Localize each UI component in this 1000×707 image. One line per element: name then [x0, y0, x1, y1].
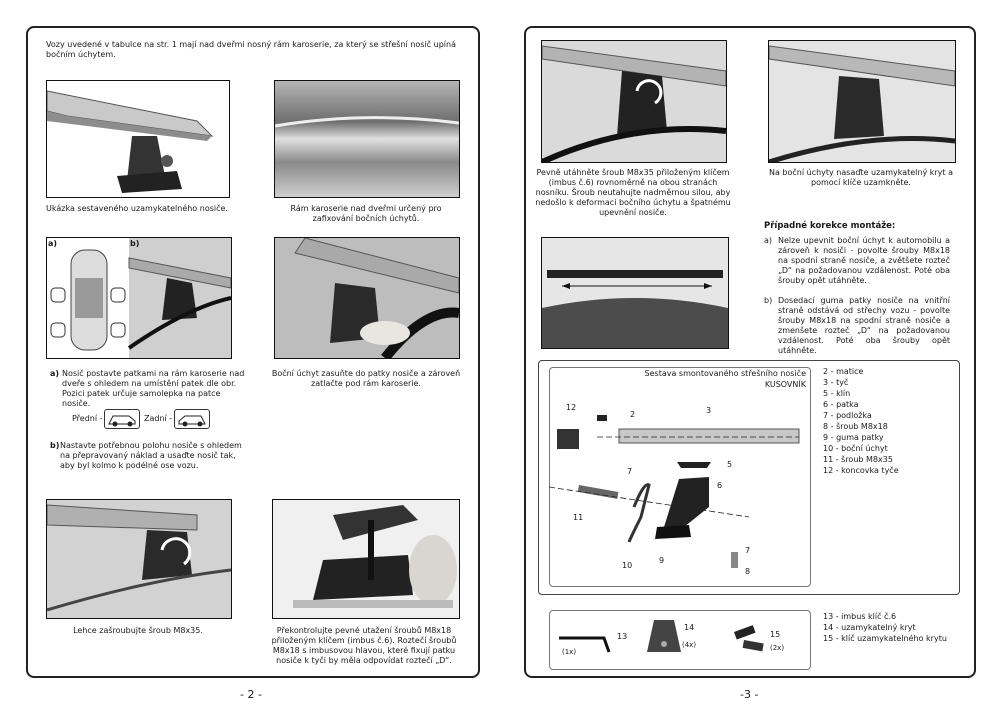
part-2: 2 - matice	[823, 367, 864, 376]
callout-11: 11	[573, 513, 584, 522]
part-11: 11 - šroub M8x35	[823, 455, 893, 464]
callout-7a: 7	[627, 467, 633, 476]
part-6: 6 - patka	[823, 400, 859, 409]
page-number-2: - 2 -	[240, 688, 262, 701]
diagram-title: Sestava smontovaného střešního nosiče	[644, 369, 806, 378]
photo-side-clamp	[274, 237, 460, 359]
tool-14: 14 - uzamykatelný kryt	[823, 623, 916, 632]
caption-lock-cover: Na boční úchyty nasaďte uzamykatelný kryt a pomocí klíče uzamkněte.	[768, 168, 953, 187]
photo-check-bolts	[272, 499, 460, 619]
part-8: 8 - šroub M8x18	[823, 422, 888, 431]
part-5: 5 - klín	[823, 389, 851, 398]
part-10: 10 - boční úchyt	[823, 444, 888, 453]
photo-screw-light	[46, 499, 232, 619]
caption-carrier-assembly: Ukázka sestaveného uzamykatelného nosiče.	[46, 204, 228, 213]
part-3: 3 - tyč	[823, 378, 849, 387]
front-car-icon	[104, 409, 140, 429]
callout-9: 9	[659, 556, 665, 565]
front-text: Přední -	[72, 414, 103, 423]
callout-3: 3	[706, 406, 712, 415]
corrections-title: Případné korekce montáže:	[764, 221, 896, 231]
caption-body-frame: Rám karoserie nad dveřmi určený pro zafixování bočních úchytů.	[290, 204, 442, 223]
callout-6: 6	[717, 481, 723, 490]
tools-illustration	[549, 610, 809, 668]
photo-tighten-m8x35	[541, 40, 727, 163]
photo-carrier-assembly	[46, 80, 230, 198]
caption-screw-light: Lehce zašroubujte šroub M8x35.	[73, 626, 203, 635]
part-12: 12 - koncovka tyče	[823, 466, 899, 475]
caption-check-bolts: Překontrolujte pevné utažení šroubů M8x18 přiloženým klíčem (imbus č.6). Roztečí šroubů M8x18 s imbusovou hlavou, které fixují patku nosiče k tyči by měla odpovídat roztečí „D“.	[271, 626, 457, 665]
tool-callout-13: 13	[617, 632, 628, 641]
corr-b-marker: b)	[764, 296, 773, 305]
step-b-text: Nastavte potřebnou polohu nosiče s ohledem na přepravovaný náklad a usaďte nosič tak, aby byl kolmo k podélné ose vozu.	[60, 441, 242, 470]
corr-a-text: Nelze upevnit boční úchyt k automobilu a zároveň k nosiči - povolte šrouby M8x18 na spodní straně nosiče, a zvětšete rozteč „D“ na požadovanou vzdálenost. Poté oba šrouby opět utáhněte.	[778, 236, 950, 285]
callout-7b: 7	[745, 546, 751, 555]
tool-13: 13 - imbus klíč č.6	[823, 612, 897, 621]
corr-b-text: Dosedací guma patky nosiče na vnitřní straně odstává od střechy vozu - povolte šrouby M8x18 na spodní straně nosiče a zmenšete rozteč „D“ na požadovanou vzdálenost. Poté oba šrouby opět utáhněte.	[778, 296, 950, 355]
rear-text: Zadní -	[144, 414, 173, 423]
tool-15: 15 - klíč uzamykatelného krytu	[823, 634, 947, 643]
tool-qty-15: (2x)	[770, 644, 785, 652]
label-b: b)	[130, 239, 140, 248]
tools-list	[823, 612, 947, 644]
part-7: 7 - podložka	[823, 411, 872, 420]
label-a: a)	[48, 239, 58, 248]
tool-callout-15: 15	[770, 630, 781, 639]
photo-body-frame	[274, 80, 460, 198]
callout-5: 5	[727, 460, 733, 469]
page-number-3: -3 -	[740, 688, 759, 701]
caption-side-clamp: Boční úchyt zasuňte do patky nosiče a zároveň zatlačte pod rám karoserie.	[271, 369, 461, 388]
caption-tighten-m8x35: Pevně utáhněte šroub M8x35 přiloženým klíčem (imbus č.6) rovnoměrně na obou stranách nosníku. Šroub neutahujte nadměrnou silou, aby nedošlo k deformaci bočního úchytu a špatnému upevnění nosiče.	[535, 168, 731, 217]
step-b-marker: b)	[50, 441, 60, 450]
callout-12: 12	[566, 403, 577, 412]
tool-callout-14: 14	[684, 623, 695, 632]
parts-list	[823, 367, 899, 476]
exploded-view	[549, 367, 809, 585]
photo-spacing-d	[541, 237, 729, 349]
front-label	[72, 414, 103, 424]
intro-text: Vozy uvedené v tabulce na str. 1 mají nad dveřmi nosný rám karoserie, za který se střešní nosič upíná bočním úchytem.	[46, 40, 456, 59]
step-a-marker: a)	[50, 369, 60, 378]
callout-2: 2	[630, 410, 636, 419]
tool-qty-13: (1x)	[562, 648, 577, 656]
rear-car-icon	[174, 409, 210, 429]
callout-8: 8	[745, 567, 751, 576]
callout-10: 10	[622, 561, 633, 570]
step-a-text: Nosič postavte patkami na rám karoserie nad dveře s ohledem na umístění patek dle obr. Pozici patek určuje samolepka na patce nosiče.	[62, 369, 245, 408]
tool-qty-14: (4x)	[682, 641, 697, 649]
photo-lock-cover	[768, 40, 956, 163]
corr-a-marker: a)	[764, 236, 773, 245]
rear-label	[144, 414, 172, 424]
photo-foot-position	[46, 237, 232, 359]
part-9: 9 - guma patky	[823, 433, 884, 442]
kusovnik-label: KUSOVNÍK	[764, 380, 806, 389]
